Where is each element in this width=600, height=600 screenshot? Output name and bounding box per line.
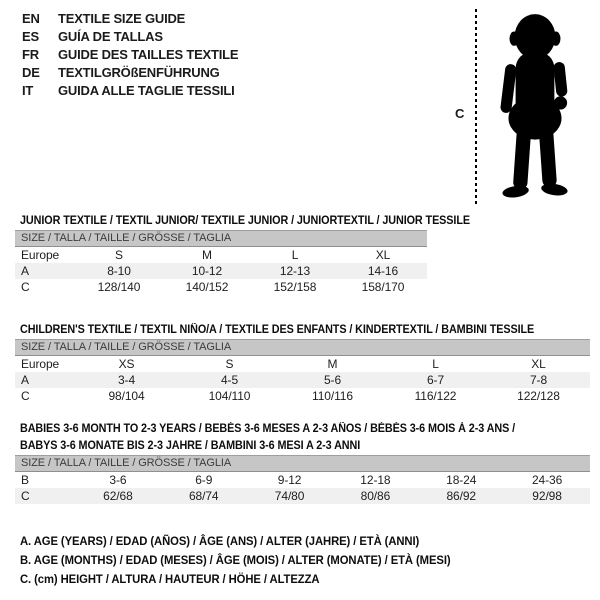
language-label: TEXTILGRÖßENFÜHRUNG bbox=[58, 65, 220, 80]
section-childrens-textile bbox=[15, 322, 590, 404]
cell-value: 98/104 bbox=[108, 389, 145, 403]
size-header-bar: SIZE / TALLA / TAILLE / GRÖSSE / TAGLIA bbox=[15, 230, 427, 247]
cell-value: 5-6 bbox=[281, 372, 384, 388]
cell-value: 104/110 bbox=[208, 389, 251, 403]
cell-value: 7-8 bbox=[487, 372, 590, 388]
cell-value: M bbox=[327, 357, 338, 371]
language-code: DE bbox=[22, 65, 40, 80]
language-label: TEXTILE SIZE GUIDE bbox=[58, 11, 186, 26]
cell-value: XS bbox=[118, 357, 135, 371]
language-row bbox=[22, 46, 238, 64]
section-title: JUNIOR TEXTILE / TEXTIL JUNIOR/ TEXTILE JUNIOR / JUNIORTEXTIL / JUNIOR TESSILE bbox=[20, 215, 470, 227]
table-row bbox=[15, 247, 427, 263]
row-label: A bbox=[15, 263, 75, 279]
size-table bbox=[15, 356, 590, 404]
table-row bbox=[15, 372, 590, 388]
cell-value: 74/80 bbox=[247, 488, 333, 504]
section-junior-textile bbox=[15, 213, 470, 295]
row-label: C bbox=[15, 488, 75, 504]
cell-value: 116/122 bbox=[414, 389, 457, 403]
cell-value: 4-5 bbox=[178, 372, 281, 388]
cell-value: 18-24 bbox=[446, 473, 477, 487]
language-row bbox=[22, 10, 238, 28]
footnote: B. AGE (MONTHS) / EDAD (MESES) / ÂGE (MOIS) / ALTER (MONATE) / ETÀ (MESI) bbox=[20, 553, 451, 567]
cell-value: 10-12 bbox=[163, 263, 251, 279]
footnotes bbox=[20, 532, 478, 589]
cell-value: 12-13 bbox=[251, 263, 339, 279]
toddler-silhouette-icon bbox=[484, 9, 586, 207]
table-row bbox=[15, 388, 590, 404]
cell-value: 86/92 bbox=[418, 488, 504, 504]
cell-value: 24-36 bbox=[531, 473, 563, 487]
table-row bbox=[15, 472, 590, 488]
cell-value: XL bbox=[375, 248, 391, 262]
cell-value: 6-9 bbox=[195, 473, 213, 487]
cell-value: 92/98 bbox=[504, 488, 590, 504]
section-title: BABYS 3-6 MONATE BIS 2-3 JAHRE / BAMBINI 3-6 MESI A 2-3 ANNI bbox=[20, 440, 361, 452]
cell-value: 14-16 bbox=[339, 263, 427, 279]
table-row bbox=[15, 488, 590, 504]
cell-value: 9-12 bbox=[277, 473, 302, 487]
cell-value: S bbox=[115, 248, 123, 262]
language-label: GUIDA ALLE TAGLIE TESSILI bbox=[58, 83, 235, 98]
row-label: C bbox=[21, 280, 30, 294]
language-row bbox=[22, 28, 238, 46]
cell-value: 62/68 bbox=[75, 488, 161, 504]
language-code: EN bbox=[22, 11, 40, 26]
table-row bbox=[15, 279, 427, 295]
size-table bbox=[15, 472, 590, 504]
cell-value: 140/152 bbox=[185, 280, 229, 294]
cell-value: 128/140 bbox=[97, 280, 141, 294]
size-table bbox=[15, 247, 427, 295]
language-code: IT bbox=[22, 83, 34, 98]
cell-value: M bbox=[202, 248, 212, 262]
size-header-bar: SIZE / TALLA / TAILLE / GRÖSSE / TAGLIA bbox=[15, 339, 590, 356]
cell-value: L bbox=[432, 357, 439, 371]
table-row bbox=[15, 356, 590, 372]
measure-label-c: C bbox=[455, 106, 465, 121]
cell-value: 110/116 bbox=[312, 389, 353, 403]
cell-value: 8-10 bbox=[75, 263, 163, 279]
language-row bbox=[22, 64, 238, 82]
table-row bbox=[15, 263, 427, 279]
row-label: Europe bbox=[21, 248, 60, 262]
row-label: B bbox=[21, 473, 29, 487]
section-title: CHILDREN'S TEXTILE / TEXTIL NIÑO/A / TEXTILE DES ENFANTS / KINDERTEXTIL / BAMBINI TESSILE bbox=[20, 324, 535, 336]
cell-value: 68/74 bbox=[161, 488, 247, 504]
language-label: GUIDE DES TAILLES TEXTILE bbox=[58, 47, 239, 62]
size-header-bar: SIZE / TALLA / TAILLE / GRÖSSE / TAGLIA bbox=[15, 455, 590, 472]
cell-value: 6-7 bbox=[384, 372, 487, 388]
language-code: FR bbox=[22, 47, 39, 62]
cell-value: S bbox=[225, 357, 234, 371]
section-title: BABIES 3-6 MONTH TO 2-3 YEARS / BEBÉS 3-6 MESES A 2-3 AÑOS / BÉBÉS 3-6 MOIS À 2-3 ANS / bbox=[20, 423, 516, 435]
cell-value: L bbox=[291, 248, 299, 262]
cell-value: 12-18 bbox=[360, 473, 391, 487]
language-list bbox=[22, 10, 238, 100]
cell-value: 158/170 bbox=[361, 280, 405, 294]
footnote: C. (cm) HEIGHT / ALTURA / HAUTEUR / HÖHE / ALTEZZA bbox=[20, 572, 320, 586]
row-label: A bbox=[15, 372, 75, 388]
row-label: Europe bbox=[21, 357, 60, 371]
footnote: A. AGE (YEARS) / EDAD (AÑOS) / ÂGE (ANS) / ALTER (JAHRE) / ETÀ (ANNI) bbox=[20, 534, 420, 548]
language-code: ES bbox=[22, 29, 39, 44]
cell-value: 122/128 bbox=[517, 389, 560, 403]
cell-value: 80/86 bbox=[332, 488, 418, 504]
height-measure-dashed-line bbox=[475, 9, 477, 207]
cell-value: XL bbox=[531, 357, 546, 371]
language-row bbox=[22, 82, 238, 100]
cell-value: 152/158 bbox=[273, 280, 317, 294]
cell-value: 3-4 bbox=[75, 372, 178, 388]
section-babies-textile bbox=[15, 421, 590, 504]
cell-value: 3-6 bbox=[109, 473, 127, 487]
row-label: C bbox=[21, 389, 30, 403]
language-label: GUÍA DE TALLAS bbox=[58, 29, 163, 44]
